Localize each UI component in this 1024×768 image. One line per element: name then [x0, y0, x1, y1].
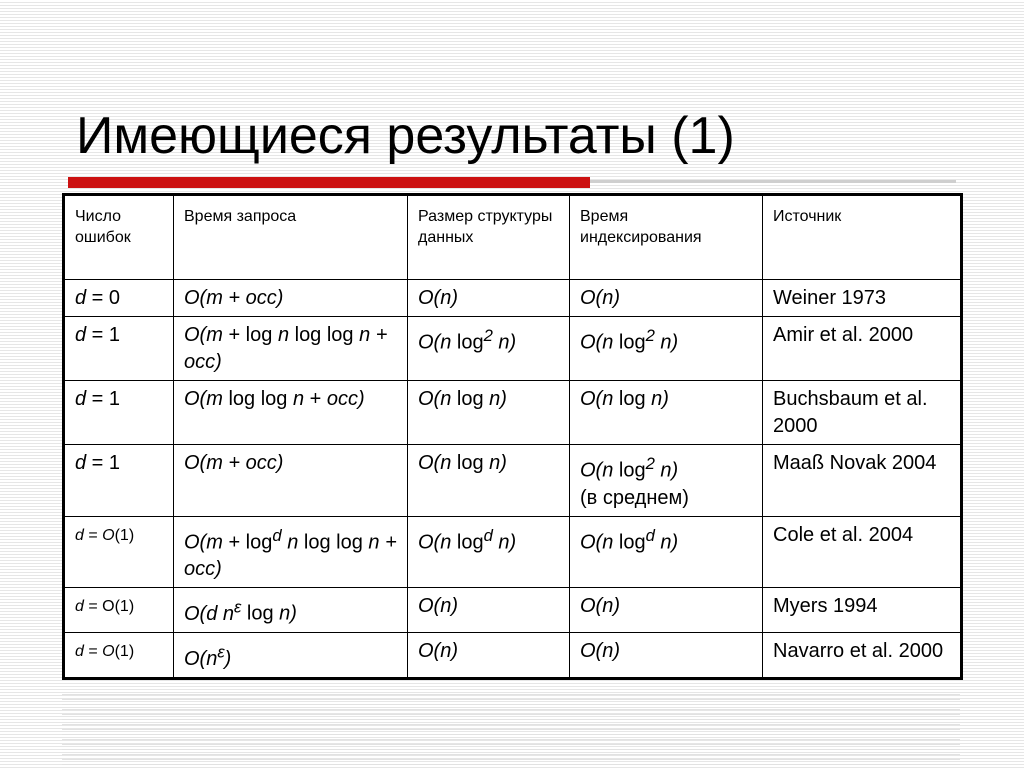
cell-query-time: O(d $n^\varepsilon$ log n): [174, 588, 408, 633]
cell-structure-size: O(n log n): [408, 381, 570, 445]
cell-structure-size: O(n log n): [408, 445, 570, 517]
cell-index-time: O(n $\log^d n$): [570, 516, 763, 588]
cell-structure-size: O(n): [408, 632, 570, 678]
table-row: [64, 280, 962, 317]
cell-index-time: O(n): [570, 632, 763, 678]
cell-query-time: O(m + log n log log n + occ): [174, 317, 408, 381]
table-header-row: [64, 195, 962, 280]
header-query-time: Время запроса: [174, 195, 408, 280]
table-row: [64, 445, 962, 517]
cell-query-time: O(m + occ): [174, 280, 408, 317]
cell-source: Maaß Novak 2004: [763, 445, 962, 517]
cell-query-time: $O(m + \log^d n$ log log n + occ): [174, 516, 408, 588]
header-source: Источник: [763, 195, 962, 280]
cell-structure-size: O(n): [408, 588, 570, 633]
cell-index-time: O(n): [570, 280, 763, 317]
cell-query-time: O(m + occ): [174, 445, 408, 517]
cell-source: Navarro et al. 2000: [763, 632, 962, 678]
cell-index-time: O(n): [570, 588, 763, 633]
cell-query-time: O(m log log n + occ): [174, 381, 408, 445]
cell-errors: d = 1: [64, 317, 174, 381]
cell-source: Cole et al. 2004: [763, 516, 962, 588]
cell-errors: d = 0: [64, 280, 174, 317]
cell-errors: d = 1: [64, 381, 174, 445]
title-accent-bar: [68, 177, 590, 188]
results-table-body: [64, 195, 962, 679]
cell-errors: d = O(1): [64, 632, 174, 678]
bottom-rule-lines: [62, 690, 960, 768]
table-row: [64, 516, 962, 588]
cell-errors: d = O(1): [64, 516, 174, 588]
cell-structure-size: O(n): [408, 280, 570, 317]
cell-index-time: O(n log n): [570, 381, 763, 445]
cell-query-time: $O(n^\varepsilon)$: [174, 632, 408, 678]
cell-index-time: O(n $\log^2 n$) (в среднем): [570, 445, 763, 517]
cell-structure-size: O(n $\log^d n$): [408, 516, 570, 588]
header-structure-size: Размер структуры данных: [408, 195, 570, 280]
cell-errors: d = O(1): [64, 588, 174, 633]
cell-source: Weiner 1973: [763, 280, 962, 317]
cell-errors: d = 1: [64, 445, 174, 517]
header-errors: Число ошибок: [64, 195, 174, 280]
cell-source: Amir et al. 2000: [763, 317, 962, 381]
results-table: [62, 193, 963, 680]
header-index-time: Время индексирования: [570, 195, 763, 280]
table-row: [64, 588, 962, 633]
cell-source: Buchsbaum et al. 2000: [763, 381, 962, 445]
table-row: [64, 317, 962, 381]
slide-title: Имеющиеся результаты (1): [76, 107, 735, 165]
cell-source: Myers 1994: [763, 588, 962, 633]
table-row: [64, 381, 962, 445]
cell-index-time: O(n $\log^2 n$): [570, 317, 763, 381]
cell-structure-size: O(n $\log^2 n$): [408, 317, 570, 381]
title-accent-line: [590, 180, 956, 183]
table-row: [64, 632, 962, 678]
